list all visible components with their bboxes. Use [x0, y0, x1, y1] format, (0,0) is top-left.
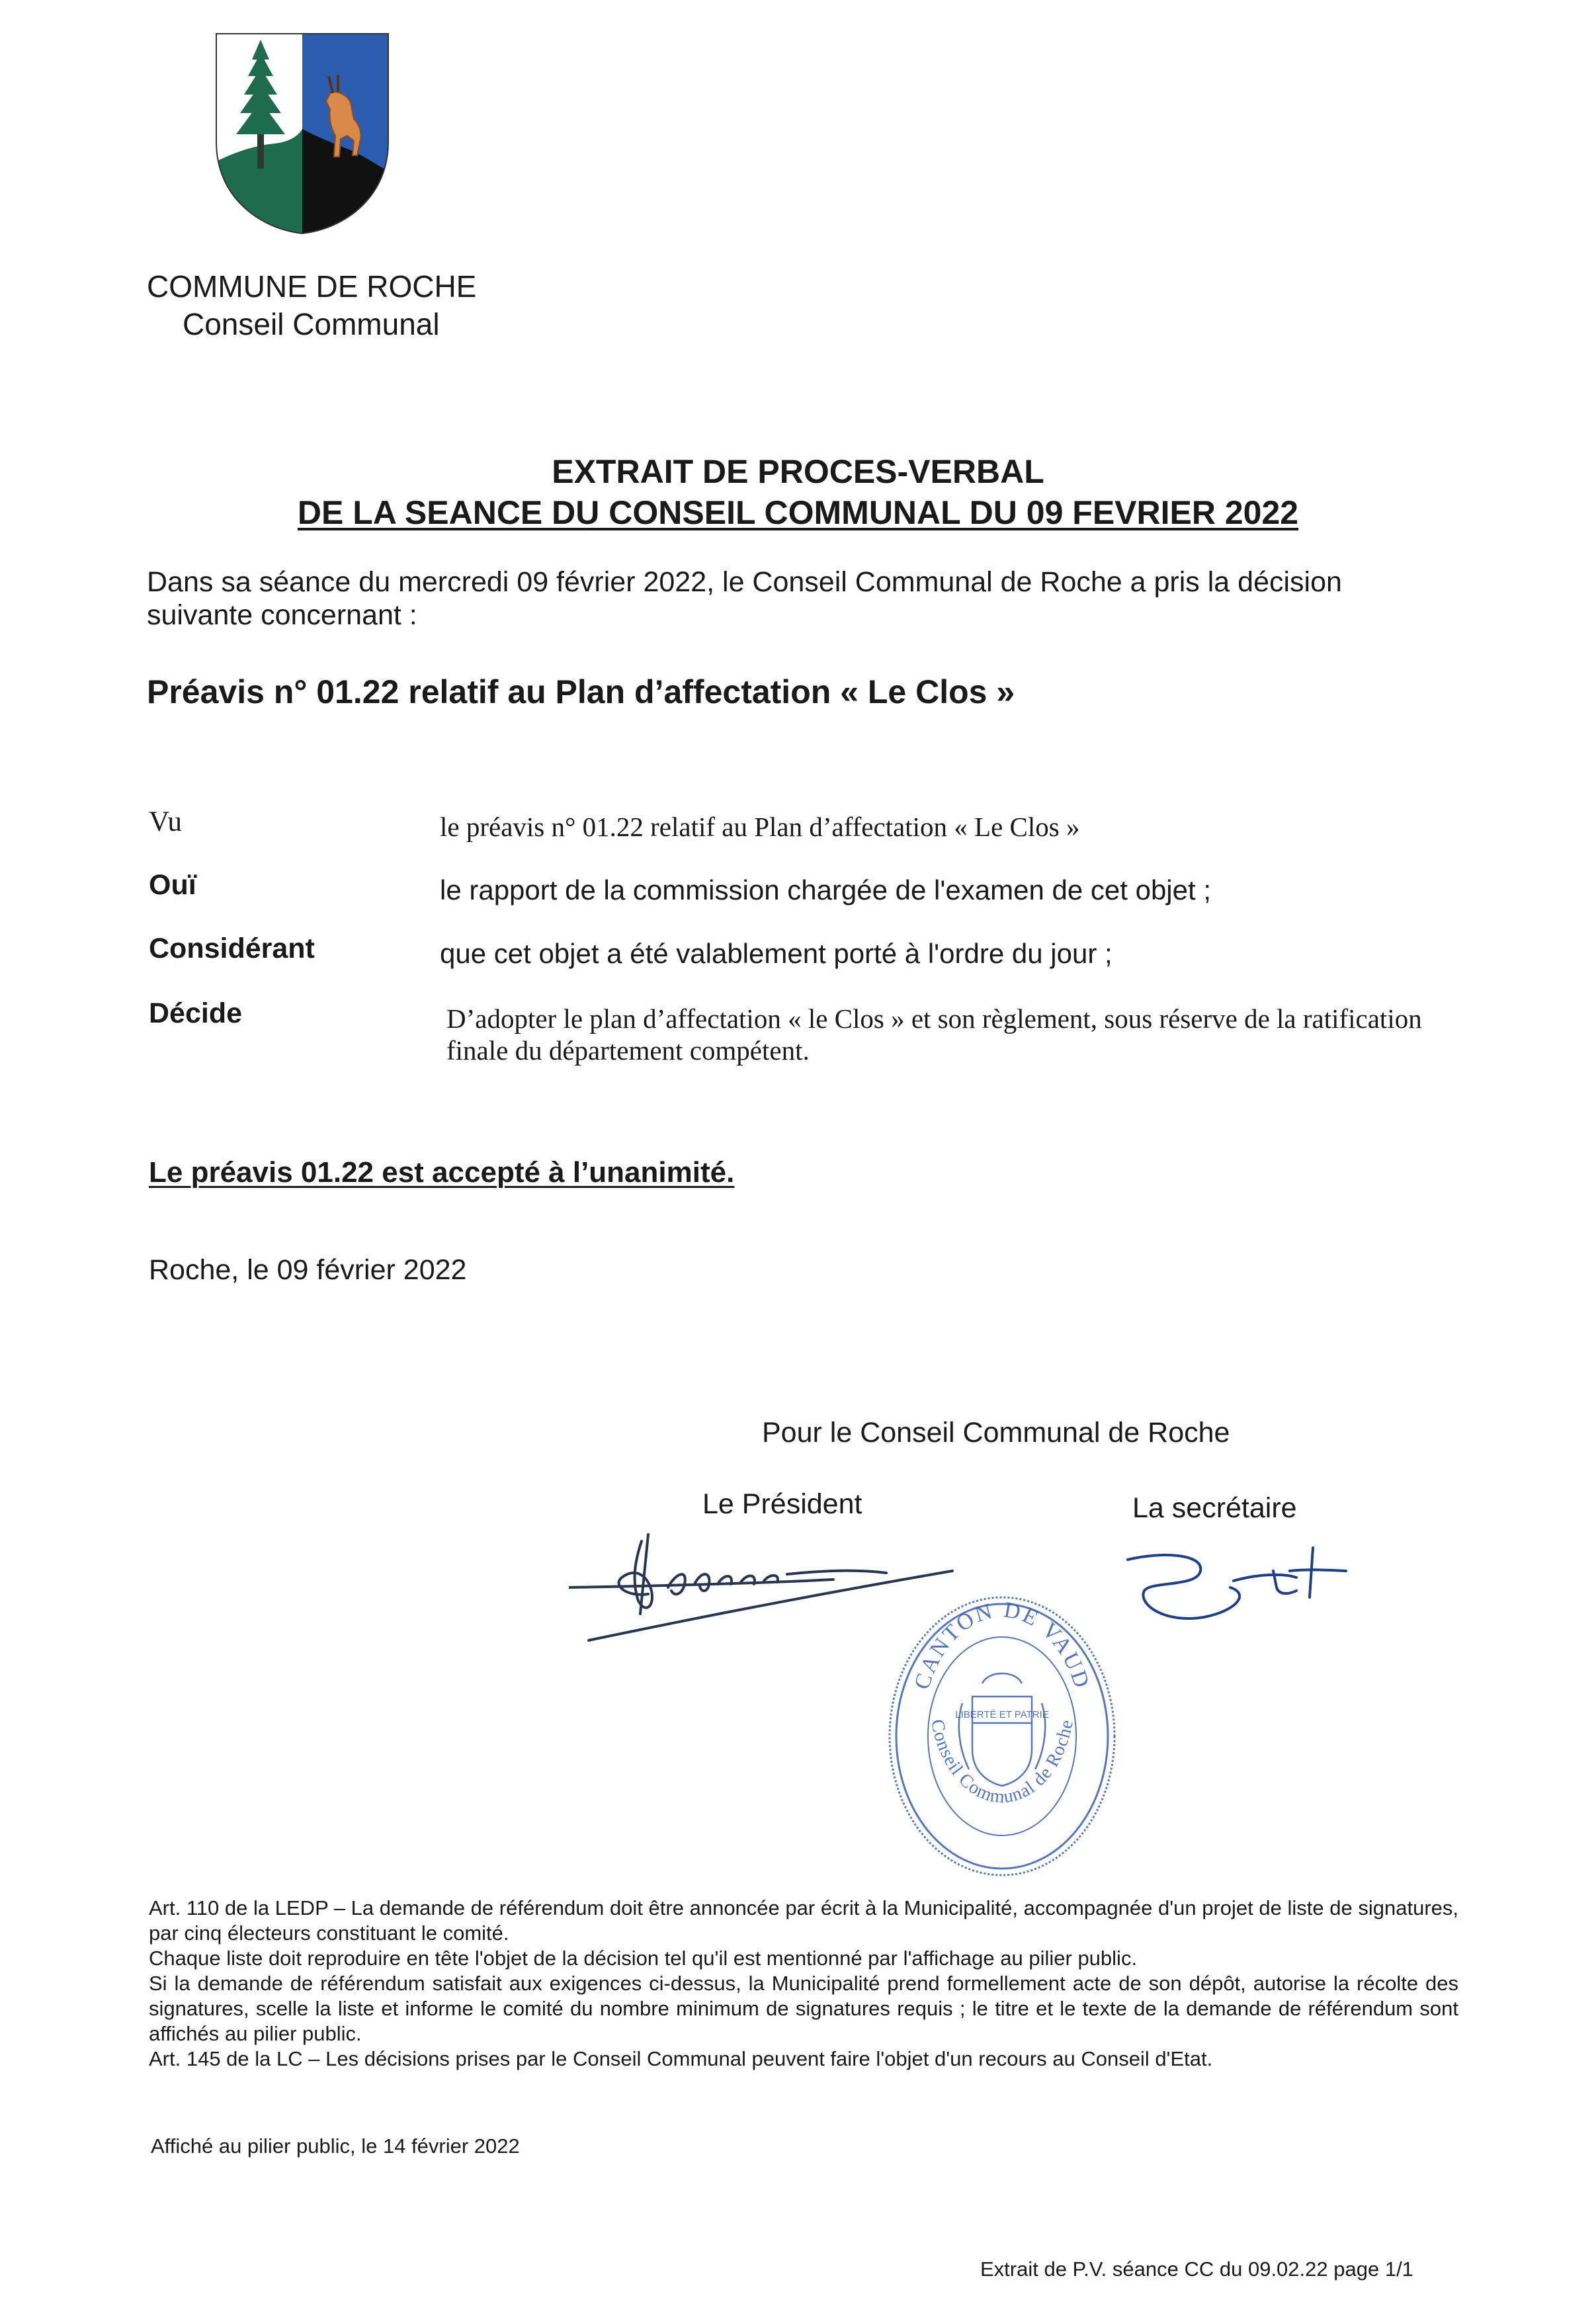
document-subtitle: DE LA SEANCE DU CONSEIL COMMUNAL DU 09 FEVRIER 2022	[297, 494, 1299, 531]
row-label-considerant: Considérant	[149, 933, 315, 964]
svg-text:Conseil Communal de Roche	[927, 1718, 1077, 1808]
decision-result: Le préavis 01.22 est accepté à l’unanimité.	[149, 1156, 735, 1189]
legal-paragraph: Chaque liste doit reproduire en tête l'objet de la décision tel qu'il est mentionné par l'affichage au pilier public.	[149, 1947, 1138, 1970]
council-name: Conseil Communal	[183, 307, 440, 341]
svg-text:CANTON DE VAUD	[909, 1597, 1094, 1692]
legal-paragraph: Art. 110 de la LEDP – La demande de référendum doit être annoncée par écrit à la Municipalité, accompagnée d'un projet de liste de signatures, par cinq électeurs constituant le comité.	[149, 1896, 1458, 1945]
page-footer: Extrait de P.V. séance CC du 09.02.22 page 1/1	[980, 2257, 1413, 2281]
stamp-inner-text: Conseil Communal de Roche	[926, 1717, 1078, 1808]
row-label-oui: Ouï	[149, 869, 196, 901]
stamp-motto: LIBERTÉ ET PATRIE	[955, 1709, 1049, 1720]
legal-paragraph: Art. 145 de la LC – Les décisions prises par le Conseil Communal peuvent faire l'objet d'un recours au Conseil d'Etat.	[149, 2047, 1213, 2070]
secretary-signature	[1124, 1541, 1349, 1640]
row-label-decide: Décide	[149, 997, 243, 1029]
official-stamp	[883, 1591, 1121, 1882]
signature-heading: Pour le Conseil Communal de Roche	[762, 1417, 1230, 1449]
row-text-oui: le rapport de la commission chargée de l'examen de cet objet ;	[440, 874, 1211, 905]
row-text-vu: le préavis n° 01.22 relatif au Plan d’affectation « Le Clos »	[440, 812, 1080, 842]
commune-crest-logo	[215, 30, 390, 235]
place-date: Roche, le 09 février 2022	[149, 1254, 467, 1286]
posted-notice: Affiché au pilier public, le 14 février 2022	[151, 2134, 520, 2158]
legal-paragraph: Si la demande de référendum satisfait aux exigences ci-dessus, la Municipalité prend formellement acte de son dépôt, autorise la récolte des signatures, scelle la liste et informe le comité du nombre minimum de signatures requis ; le titre et le texte de la demande de référendum sont affichés au pilier public.	[149, 1972, 1458, 2045]
president-label: Le Président	[702, 1488, 862, 1520]
row-text-decide: D’adopter le plan d’affectation « le Clos » et son règlement, sous réserve de la ratification finale du département compétent.	[446, 1003, 1422, 1066]
secretary-label: La secrétaire	[1132, 1492, 1297, 1524]
stamp-outer-text: CANTON DE VAUD	[909, 1597, 1095, 1693]
row-text-considerant: que cet objet a été valablement porté à l'ordre du jour ;	[440, 938, 1113, 969]
vaud-shield-icon	[959, 1673, 1045, 1786]
intro-paragraph: Dans sa séance du mercredi 09 février 2022, le Conseil Communal de Roche a pris la décision suivante concernant :	[147, 566, 1342, 631]
commune-name: COMMUNE DE ROCHE	[147, 269, 477, 304]
legal-notes	[149, 1896, 1458, 2072]
row-label-vu: Vu	[149, 806, 182, 837]
document-title: EXTRAIT DE PROCES-VERBAL	[552, 453, 1044, 490]
preavis-subject: Préavis n° 01.22 relatif au Plan d’affectation « Le Clos »	[147, 673, 1015, 710]
